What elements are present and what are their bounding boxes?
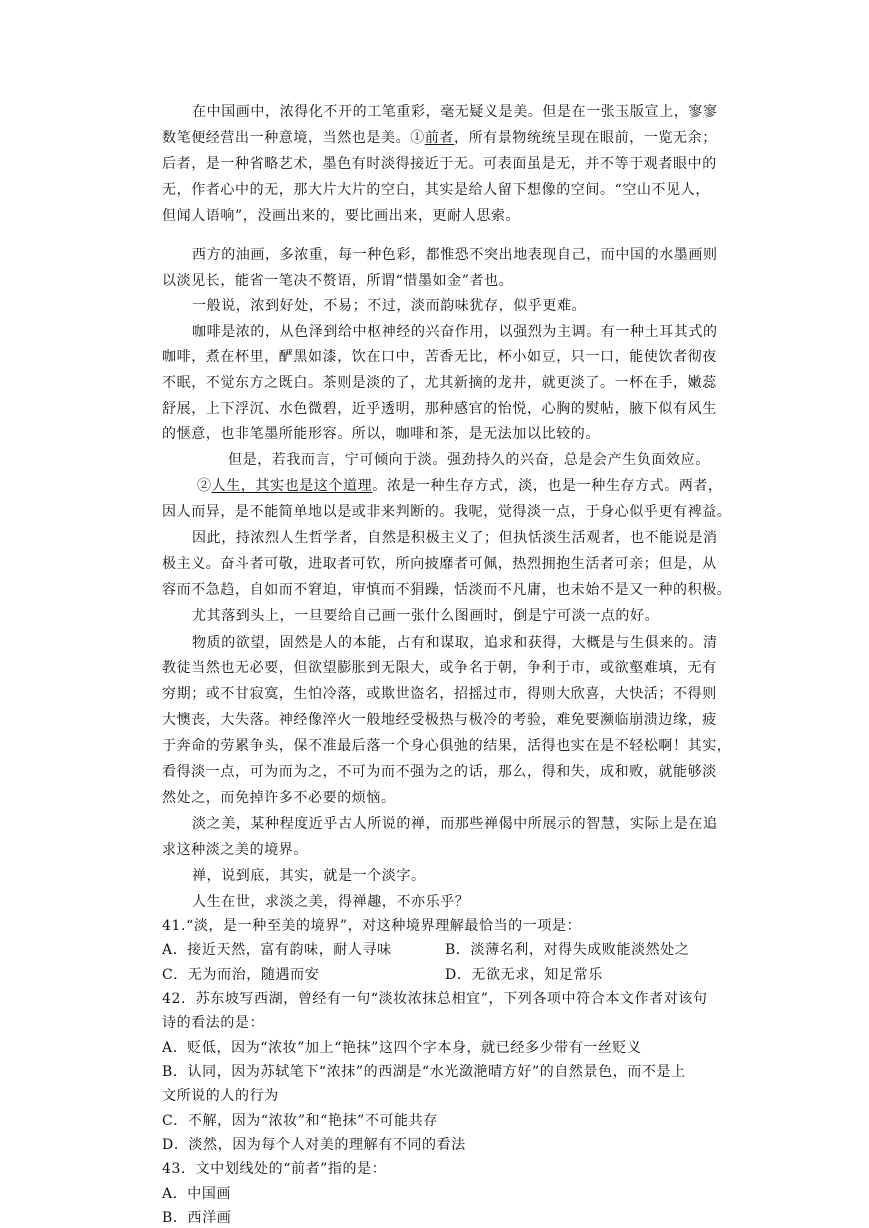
p7-line-1: 因此，持浓烈人生哲学者，自然是积极主义了；但执恬淡生活观者，也不能说是消 xyxy=(192,529,718,546)
p9-line-3: 穷期；或不甘寂寞，生怕冷落，或欺世盗名，招摇过市，得则大欣喜，大快活；不得则 xyxy=(162,686,717,703)
p11-line-1: 禅，说到底，其实，就是一个淡字。 xyxy=(192,868,426,885)
q41-option-c[interactable]: C．无为而治，随遇而安 xyxy=(162,966,320,983)
p2-line-2: 以淡见长，能省一笔决不赘语，所谓“惜墨如金”者也。 xyxy=(162,272,514,289)
p4-line-2: 咖啡，煮在杯里，酽黑如漆，饮在口中，苦香无比，杯小如豆，只一口，能使饮者彻夜 xyxy=(162,348,717,365)
q42-option-b-line-1[interactable]: B．认同，因为苏轼笔下“浓抹”的西湖是“水光潋滟晴方好”的自然景色，而不是上 xyxy=(162,1063,686,1080)
q41-stem: 41.“淡，是一种至美的境界”，对这种境界理解最恰当的一项是： xyxy=(162,917,582,934)
underlined-former: 前者 xyxy=(424,129,455,146)
underlined-life-principle: 人生，其实也是这个道理 xyxy=(211,477,373,494)
p9-line-2: 教徒当然也无必要，但欲望膨胀到无限大，或争名于朝，争利于市，或欲壑难填，无有 xyxy=(162,660,717,677)
p1-line-2-end: ，所有景物统统呈现在眼前，一览无余； xyxy=(454,129,717,146)
p6-line-1-end: 。浓是一种生存方式，淡，也是一种生存方式。两者， xyxy=(372,477,723,494)
q42-option-a[interactable]: A．贬低，因为“浓妆”加上“艳抹”这四个字本身，就已经多少带有一丝贬义 xyxy=(162,1039,642,1056)
q42-option-c[interactable]: C．不解，因为“浓妆”和“艳抹”不可能共存 xyxy=(162,1112,438,1129)
p4-line-5: 的惬意，也非笔墨所能形容。所以，咖啡和茶，是无法加以比较的。 xyxy=(162,425,600,442)
q41-option-b[interactable]: B．淡薄名利，对得失成败能淡然处之 xyxy=(445,942,690,959)
q41-option-d[interactable]: D．无欲无求，知足常乐 xyxy=(445,966,603,983)
q43-option-b[interactable]: B．西洋画 xyxy=(162,1210,232,1226)
p1-line-2-start: 数笔便经营出一种意境，当然也是美。① xyxy=(162,129,425,146)
p9-line-5: 于奔命的劳累争头，保不准最后落一个身心俱弛的结果，活得也实在是不轻松啊！其实， xyxy=(162,738,732,755)
p7-line-3: 容而不急趋，自如而不窘迫，审慎而不狷躁，恬淡而不凡庸，也未始不是又一种的积极。 xyxy=(162,581,732,598)
p6-line-1 xyxy=(197,476,723,496)
p2-line-1: 西方的油画，多浓重，每一种色彩，都惟恐不突出地表现自己，而中国的水墨画则 xyxy=(192,246,718,263)
p1-line-2 xyxy=(162,128,717,148)
q43-option-a[interactable]: A．中国画 xyxy=(162,1185,232,1202)
p4-line-3: 不眠，不觉东方之既白。茶则是淡的了，尤其新摘的龙井，就更淡了。一杯在手，嫩蕊 xyxy=(162,374,717,391)
q43-stem: 43．文中划线处的“前者”指的是： xyxy=(162,1161,387,1178)
p3-line-1: 一般说，浓到好处，不易；不过，淡而韵味犹存，似乎更难。 xyxy=(192,297,587,314)
p6-circle-2: ② xyxy=(197,477,212,494)
p8-line-1: 尤其落到头上，一旦要给自己画一张什么图画时，倒是宁可淡一点的好。 xyxy=(192,607,660,624)
p1-line-5: 但闻人语响”，没画出来的，要比画出来，更耐人思索。 xyxy=(162,207,521,224)
p10-line-2: 求这种淡之美的境界。 xyxy=(162,842,308,859)
p5-line-1: 但是，若我而言，宁可倾向于淡。强劲持久的兴奋，总是会产生负面效应。 xyxy=(228,451,710,468)
p9-line-7: 然处之，而免掉许多不必要的烦恼。 xyxy=(162,790,396,807)
p1-line-4: 无，作者心中的无，那大片大片的空白，其实是给人留下想像的空间。“空山不见人， xyxy=(162,181,710,198)
p7-line-2: 极主义。奋斗者可敬，进取者可钦，所向披靡者可佩，热烈拥抱生活者可亲；但是，从 xyxy=(162,555,717,572)
p12-line-1: 人生在世，求淡之美，得禅趣，不亦乐乎？ xyxy=(192,893,470,910)
q42-option-d[interactable]: D．淡然，因为每个人对美的理解有不同的看法 xyxy=(162,1136,466,1153)
p4-line-1: 咖啡是浓的，从色泽到给中枢神经的兴奋作用，以强烈为主调。有一种土耳其式的 xyxy=(192,323,718,340)
p1-line-3: 后者，是一种省略艺术，墨色有时淡得接近于无。可表面虽是无，并不等于观者眼中的 xyxy=(162,155,717,172)
p1-line-1: 在中国画中，浓得化不开的工笔重彩，毫无疑义是美。但是在一张玉版宣上，寥寥 xyxy=(192,104,718,120)
p9-line-6: 看得淡一点，可为而为之，不可为而不强为之的话，那么，得和失，成和败，就能够淡 xyxy=(162,764,717,781)
p4-line-4: 舒展，上下浮沉、水色微碧，近乎透明，那种感官的怡悦，心胸的熨帖，腋下似有风生 xyxy=(162,400,717,417)
p10-line-1: 淡之美，某种程度近乎古人所说的禅，而那些禅偈中所展示的智慧，实际上是在追 xyxy=(192,816,718,833)
q41-option-a[interactable]: A．接近天然，富有韵味，耐人寻味 xyxy=(162,942,392,959)
q42-stem-line-2: 诗的看法的是： xyxy=(162,1015,265,1032)
q42-stem-line-1: 42．苏东坡写西湖，曾经有一句“淡妆浓抹总相宜”，下列各项中符合本文作者对该句 xyxy=(162,990,708,1007)
p9-line-1: 物质的欲望，固然是人的本能，占有和谋取，追求和获得，大概是与生俱来的。清 xyxy=(192,634,718,651)
p6-line-2: 因人而异，是不能简单地以是或非来判断的。我呢，觉得淡一点，于身心似乎更有裨益。 xyxy=(162,503,732,520)
p9-line-4: 大懊丧，大失落。神经像淬火一般地经受极热与极冷的考验，难免要濒临崩溃边缘，疲 xyxy=(162,712,717,729)
q42-option-b-line-2[interactable]: 文所说的人的行为 xyxy=(162,1088,279,1105)
